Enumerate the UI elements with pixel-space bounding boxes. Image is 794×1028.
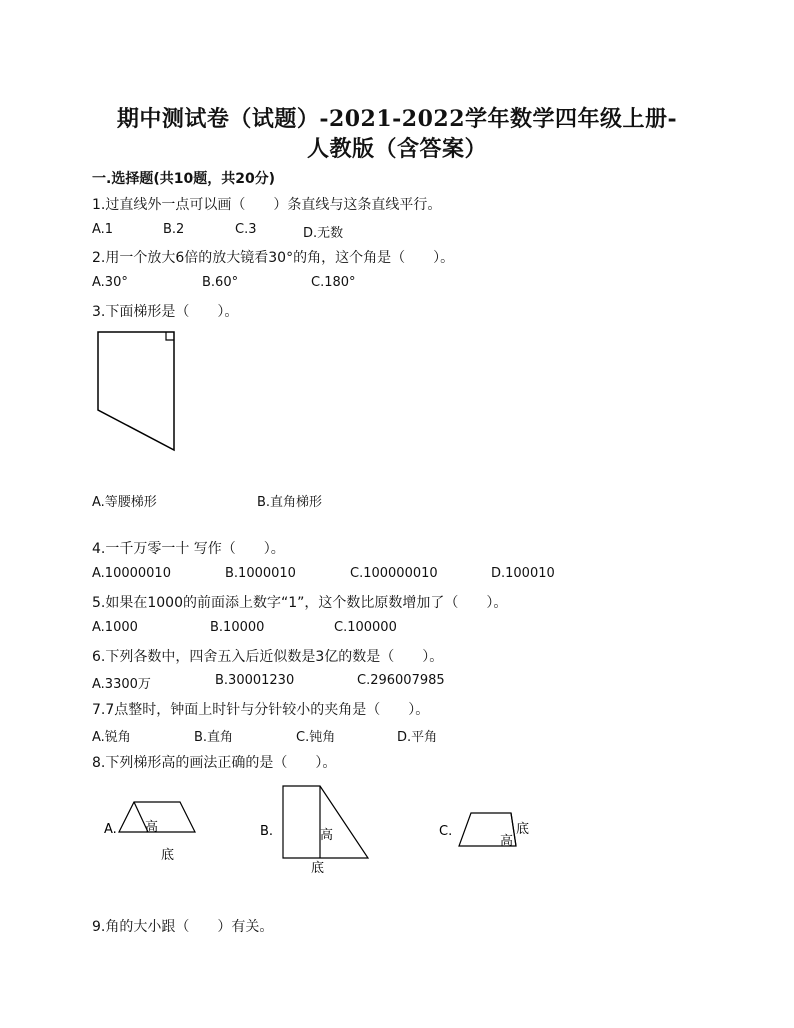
q1-option-d: D.无数 <box>303 226 344 241</box>
section-heading: 一.选择题(共10题，共20分) <box>92 171 276 187</box>
question-8: 8.下列梯形高的画法正确的是（ ）。 <box>92 755 337 771</box>
q5-option-c: C.100000 <box>334 620 397 635</box>
q5-option-a: A.1000 <box>92 620 138 635</box>
question-5: 5.如果在1000的前面添上数字“1”，这个数比原数增加了（ ）。 <box>92 595 508 611</box>
question-6: 6.下列各数中，四舍五入后近似数是3亿的数是（ ）。 <box>92 649 444 665</box>
figure-a-height-label: 高 <box>145 820 159 835</box>
figure-b-base-label: 底 <box>311 861 325 876</box>
q1-option-c: C.3 <box>235 222 257 237</box>
q7-option-a: A.锐角 <box>92 730 131 745</box>
q7-option-b: B.直角 <box>194 730 234 745</box>
q2-option-b: B.60° <box>202 275 239 290</box>
figure-a-label: A. <box>104 822 117 837</box>
q6-option-c: C.296007985 <box>357 673 445 688</box>
q4-option-b: B.1000010 <box>225 566 296 581</box>
q6-option-b: B.30001230 <box>215 673 295 688</box>
q2-option-a: A.30° <box>92 275 128 290</box>
page-title-line-2: 人教版（含答案） <box>306 136 487 162</box>
trapezoid-height-figures <box>0 780 794 880</box>
question-3: 3.下面梯形是（ ）。 <box>92 304 239 320</box>
q5-option-b: B.10000 <box>210 620 265 635</box>
question-1: 1.过直线外一点可以画（ ）条直线与这条直线平行。 <box>92 197 442 213</box>
question-7: 7.7点整时，钟面上时针与分针较小的夹角是（ ）。 <box>92 702 430 718</box>
figure-b-label: B. <box>260 824 274 839</box>
right-trapezoid-figure <box>92 328 182 454</box>
q4-option-d: D.100010 <box>491 566 555 581</box>
q3-option-a: A.等腰梯形 <box>92 495 157 510</box>
q1-option-a: A.1 <box>92 222 114 237</box>
question-2: 2.用一个放大6倍的放大镜看30°的角，这个角是（ ）。 <box>92 250 455 266</box>
page-title-line-1: 期中测试卷（试题）-2021-2022学年数学四年级上册- <box>116 106 678 132</box>
q7-option-c: C.钝角 <box>296 730 336 745</box>
q4-option-c: C.100000010 <box>350 566 438 581</box>
figure-c-base-label: 底 <box>516 822 530 837</box>
q4-option-a: A.10000010 <box>92 566 171 581</box>
question-9: 9.角的大小跟（ ）有关。 <box>92 919 274 935</box>
q7-option-d: D.平角 <box>397 730 438 745</box>
figure-a-base-label: 底 <box>161 848 175 863</box>
q3-option-b: B.直角梯形 <box>257 495 323 510</box>
q2-option-c: C.180° <box>311 275 356 290</box>
figure-b-height-label: 高 <box>320 828 334 843</box>
q1-option-b: B.2 <box>163 222 185 237</box>
question-4: 4.一千万零一十 写作（ ）。 <box>92 541 285 557</box>
q6-option-a: A.3300万 <box>92 677 151 692</box>
figure-c-height-label: 高 <box>500 834 514 849</box>
figure-c-label: C. <box>439 824 453 839</box>
